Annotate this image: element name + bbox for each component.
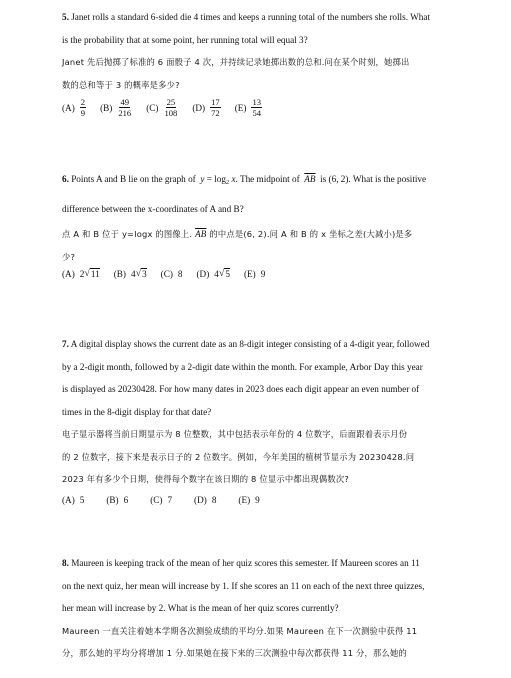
choice-label: (E)	[238, 494, 251, 505]
answer-choices	[62, 491, 454, 509]
fraction	[163, 97, 178, 118]
problem-8-english-line-2: on the next quiz, her mean will increase by 1. If she scores an 11 on each of the next three quizzes,	[62, 580, 425, 591]
problem-text: Janet rolls a standard 6-sided die 4 times and keeps a running total of the numbers she rolls. What	[71, 12, 431, 22]
problem-8	[62, 552, 454, 665]
choice-e	[235, 97, 262, 118]
problem-6-chinese-line-1	[62, 223, 454, 246]
choice-label: (D)	[196, 268, 210, 279]
problem-7-english-line-2: by a 2-digit month, followed by a 2-digit date within the month. For example, Arbor Day this year	[62, 361, 423, 372]
choice-label: (C)	[146, 102, 159, 113]
problem-7-english-line-1	[62, 333, 454, 356]
choice-label: (C)	[150, 494, 163, 505]
choice-label: (D)	[192, 102, 206, 113]
problem-5-chinese-line-2: 数的总和等于 3 的概率是多少?	[62, 79, 180, 90]
choice-value: 9	[260, 268, 266, 279]
problem-6	[62, 168, 454, 279]
numerator: 2	[80, 97, 86, 107]
problem-7-chinese-line-2: 的 2 位数字，接下来是表示日子的 2 位数字。例如，今年美国的植树节显示为 20230428.问	[62, 451, 415, 462]
choice-label: (D)	[194, 494, 207, 505]
denominator: 54	[252, 108, 262, 118]
problem-5-english-line-1	[62, 6, 454, 29]
fraction	[251, 97, 262, 118]
choice-value: 5	[79, 494, 85, 505]
choice-label: (A)	[62, 102, 75, 113]
numerator: 17	[211, 97, 220, 107]
radical-sign: √	[135, 268, 142, 279]
problem-7-chinese-line-3: 2023 年有多少个日期，使得每个数字在该日期的 8 位显示中都出现偶数次?	[62, 474, 349, 484]
problem-number: 7.	[62, 339, 69, 349]
chinese-text: 的中点是(6, 2).问 A 和 B 的 x 坐标之差(大减小)是多	[209, 229, 413, 239]
choice-b	[114, 268, 147, 279]
choice-value: 8	[211, 494, 217, 505]
fraction	[80, 97, 86, 118]
radical-sign: √	[218, 268, 225, 279]
choice-value: 7	[167, 494, 173, 505]
choice-label: (E)	[243, 268, 256, 279]
problem-5-english-line-2: is the probability that at some point, her running total will equal 3?	[62, 34, 308, 45]
radicand: 11	[90, 269, 100, 279]
choice-b	[106, 495, 128, 505]
choice-label: (A)	[62, 268, 75, 279]
choice-value: 6	[123, 494, 129, 505]
problem-8-chinese-line-1: Maureen 一直关注着她本学期各次测验成绩的平均分.如果 Maureen 在下一次测验中获得 11	[62, 625, 418, 636]
choice-value: 9	[255, 494, 260, 505]
denominator: 9	[80, 108, 86, 118]
choice-a	[62, 97, 86, 118]
choice-label: (B)	[106, 494, 119, 505]
problem-text: Maureen is keeping track of the mean of her quiz scores this semester. If Maureen scores an 11	[71, 558, 420, 568]
radicand: 3	[142, 269, 147, 279]
denominator: 72	[211, 108, 220, 118]
radical-sign: √	[84, 268, 90, 279]
denominator: 216	[118, 108, 132, 118]
choice-c	[146, 97, 178, 118]
choice-d	[197, 268, 230, 279]
problem-7-chinese-line-1: 电子显示器将当前日期显示为 8 位整数，其中包括表示年份的 4 位数字，后面跟着表示月份	[62, 429, 408, 439]
problem-text: . The midpoint of	[235, 174, 300, 184]
choice-label: (E)	[234, 102, 247, 113]
math-variable: x	[229, 174, 236, 184]
fraction	[210, 97, 221, 118]
choice-c	[161, 269, 183, 279]
numerator: 13	[252, 97, 262, 107]
choice-label: (B)	[113, 268, 126, 279]
problem-8-english-line-1	[62, 552, 454, 575]
radicand: 5	[225, 269, 230, 279]
math-variable: y	[200, 174, 205, 184]
numerator: 25	[166, 97, 176, 107]
choice-label: (B)	[100, 102, 113, 113]
fraction	[117, 97, 132, 118]
coefficient: 4	[130, 268, 136, 279]
choice-value: 8	[177, 268, 183, 279]
choice-a	[62, 495, 84, 505]
choice-d	[192, 97, 220, 118]
problem-number: 5.	[62, 12, 69, 22]
problem-text: A digital display shows the current date as an 8-digit integer consisting of a 4-digit year, followed	[70, 339, 430, 349]
choice-b	[100, 97, 132, 118]
problem-8-chinese-line-2: 分，那么她的平均分将增加 1 分.如果她在接下来的三次测验中每次都获得 11 分，那么她的	[62, 648, 408, 658]
numerator: 49	[120, 97, 130, 107]
problem-7	[62, 333, 454, 509]
coefficient: 2	[79, 268, 85, 279]
segment-label: $\overline{AB}$	[195, 229, 207, 239]
denominator: 108	[164, 108, 178, 118]
choice-c	[150, 495, 172, 505]
answer-choices	[62, 268, 454, 279]
problem-7-english-line-3: is displayed as 20230428. For how many dates in 2023 does each digit appear an even number of	[62, 384, 420, 394]
problem-text: Points A and B lie on the graph of	[71, 174, 196, 184]
problem-7-english-line-4: times in the 8-digit display for that date?	[62, 406, 212, 417]
coefficient: 4	[214, 268, 219, 279]
problem-number: 8.	[62, 558, 69, 568]
answer-choices	[62, 97, 454, 118]
choice-e	[244, 269, 265, 279]
choice-a	[62, 268, 100, 279]
problem-5	[62, 6, 454, 118]
choice-label: (A)	[62, 494, 75, 505]
chinese-text: 点 A 和 B 位于 y=logx 的图像上.	[62, 229, 193, 239]
segment-label: $\overline{AB}$	[304, 174, 316, 184]
problem-6-chinese-line-2: 少?	[62, 251, 76, 262]
problem-5-chinese-line-1: Janet 先后抛掷了标准的 6 面骰子 4 次，并持续记录她掷出数的总和.问在某个时刻，她掷出	[62, 57, 410, 67]
problem-number: 6.	[62, 174, 69, 184]
choice-e	[238, 495, 259, 505]
problem-8-english-line-3: her mean will increase by 2. What is the mean of her quiz scores currently?	[62, 603, 339, 613]
problem-text: is (6, 2). What is the positive	[320, 174, 427, 184]
problem-6-english-line-2: difference between the x-coordinates of A and B?	[62, 203, 244, 214]
math-operator: = log	[204, 174, 226, 184]
choice-d	[194, 495, 216, 505]
problem-6-english-line-1	[62, 168, 454, 195]
log-base: 2	[225, 179, 230, 186]
choice-label: (C)	[160, 268, 173, 279]
